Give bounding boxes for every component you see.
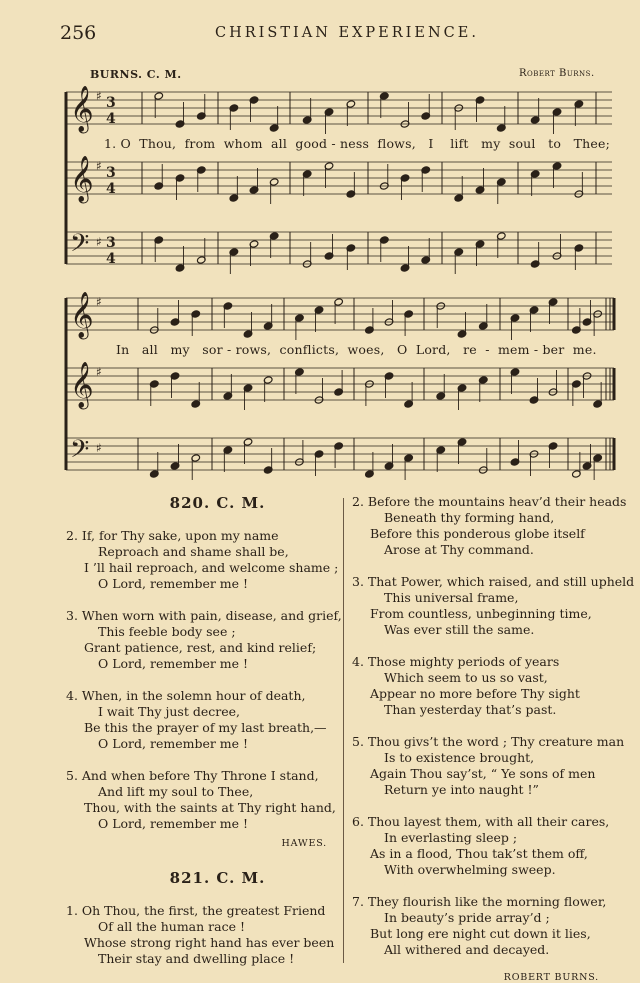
stanza-line: I wait Thy just decree, [98,704,240,719]
sharp-icon: ♯ [96,159,102,173]
time-signature-bottom: 4 [106,181,116,197]
stanza-line: I ’ll hail reproach, and welcome shame ; [84,560,339,575]
sharp-icon: ♯ [96,441,102,455]
sharp-icon: ♯ [96,365,102,379]
page-number: 256 [60,22,97,44]
stanza-line: This feeble body see ; [98,624,236,639]
stanza-line: And lift my soul to Thee, [98,784,254,799]
tune-composer: Robert Burns. [519,68,595,79]
stanza [352,654,627,718]
stanza-line: Arose at Thy command. [384,542,534,557]
stanza-line: 3. That Power, which raised, and still upheld [352,574,635,589]
stanza-line: O Lord, remember me ! [98,816,249,831]
stanza-line: Return ye into naught !” [384,782,539,797]
stanza-line: But long ere night cut down it lies, [370,926,591,941]
treble-clef-icon: 𝄞 [70,292,94,338]
stanza-line: Was ever still the same. [384,622,535,637]
treble-clef-icon: 𝄞 [70,156,94,202]
stanza-line: 4. Those mighty periods of years [352,654,560,669]
time-signature-bottom: 4 [106,111,116,127]
stanza-line: 6. Thou layest them, with all their cares, [352,814,610,829]
stanza-line: O Lord, remember me ! [98,576,249,591]
sharp-icon: ♯ [96,295,102,309]
sharp-icon: ♯ [96,89,102,103]
stanza [352,574,635,638]
stanza-line: Be this the prayer of my last breath,— [84,720,327,735]
time-signature-top: 3 [106,165,116,181]
stanza-line: Reproach and shame shall be, [98,544,289,559]
stanza [66,528,341,592]
stanza-line: 5. Thou givs’t the word ; Thy creature man [352,734,625,749]
stanza [352,814,627,878]
stanza [352,734,627,798]
stanza-line: All withered and decayed. [384,942,550,957]
stanza-line: 7. They flourish like the morning flower, [352,894,607,909]
stanza-line: Is to existence brought, [384,750,535,765]
bass-clef-icon: 𝄢 [70,435,90,470]
stanza [66,608,341,672]
stanza-line: With overwhelming sweep. [384,862,556,877]
stanza-line: 1. Oh Thou, the first, the greatest Friend [66,903,326,918]
stanza [352,494,627,558]
stanza-line: In everlasting sleep ; [384,830,518,845]
stanza-line: This universal frame, [384,590,519,605]
stanza-line: Again Thou say’st, “ Ye sons of men [370,766,596,781]
stanza-line: Before this ponderous globe itself [370,526,585,541]
hymn-821-stanzas-left [66,903,341,967]
stanza-line: From countless, unbeginning time, [370,606,592,621]
stanza-line: Than yesterday that’s past. [384,702,557,717]
stanza [66,903,341,967]
sharp-icon: ♯ [96,235,102,249]
right-column [352,494,635,983]
stanza-line: Grant patience, rest, and kind relief; [84,640,317,655]
stanza-line: Of all the human race ! [98,919,245,934]
stanza-line: 5. And when before Thy Throne I stand, [66,768,319,783]
stanza-line: Beneath thy forming hand, [384,510,555,525]
bass-clef-icon: 𝄢 [70,229,90,264]
stanza-line: Thou, with the saints at Thy right hand, [84,800,336,815]
hymn-820-stanzas [66,528,341,832]
stanza-line: As in a flood, Thou tak’st them off, [370,846,588,861]
stanza-line: O Lord, remember me ! [98,736,249,751]
stanza [66,768,341,832]
left-column [66,494,341,983]
stanza-line: 3. When worn with pain, disease, and grief, [66,608,342,623]
treble-clef-icon: 𝄞 [70,86,94,132]
stanza-line: In beauty’s pride array’d ; [384,910,550,925]
time-signature-top: 3 [106,235,116,251]
stanza-line: Their stay and dwelling place ! [98,951,295,966]
stanza [352,894,627,958]
stanza-line: O Lord, remember me ! [98,656,249,671]
music-score [0,0,640,480]
hymn-820-attribution: HAWES. [281,838,327,849]
stanza-line: 2. If, for Thy sake, upon my name [66,528,279,543]
stanza-line: 4. When, in the solemn hour of death, [66,688,306,703]
column-divider [343,498,344,963]
hymn-821-attribution: ROBERT BURNS. [503,972,599,983]
stanza-line: 2. Before the mountains heav’d their heads [352,494,627,509]
stanza-line: Appear no more before Thy sight [370,686,580,701]
time-signature-top: 3 [106,95,116,111]
tune-name: BURNS. C. M. [90,68,182,81]
hymn-821-number: 821. C. M. [169,869,266,887]
lyric-line-2: In all my sor - rows, conflicts, woes, O Lord, re - mem - ber me. [116,342,597,357]
hymn-821-stanzas-right [352,494,635,958]
stanza-line: Which seem to us so vast, [384,670,548,685]
treble-clef-icon: 𝄞 [70,362,94,408]
time-signature-bottom: 4 [106,251,116,267]
lyric-line-1: 1. O Thou, from whom all good - ness flows, I lift my soul to Thee; [104,136,611,151]
stanza [66,688,341,752]
stanza-line: Whose strong right hand has ever been [84,935,335,950]
running-head: CHRISTIAN EXPERIENCE. [215,25,479,41]
hymn-820-number: 820. C. M. [169,494,266,512]
